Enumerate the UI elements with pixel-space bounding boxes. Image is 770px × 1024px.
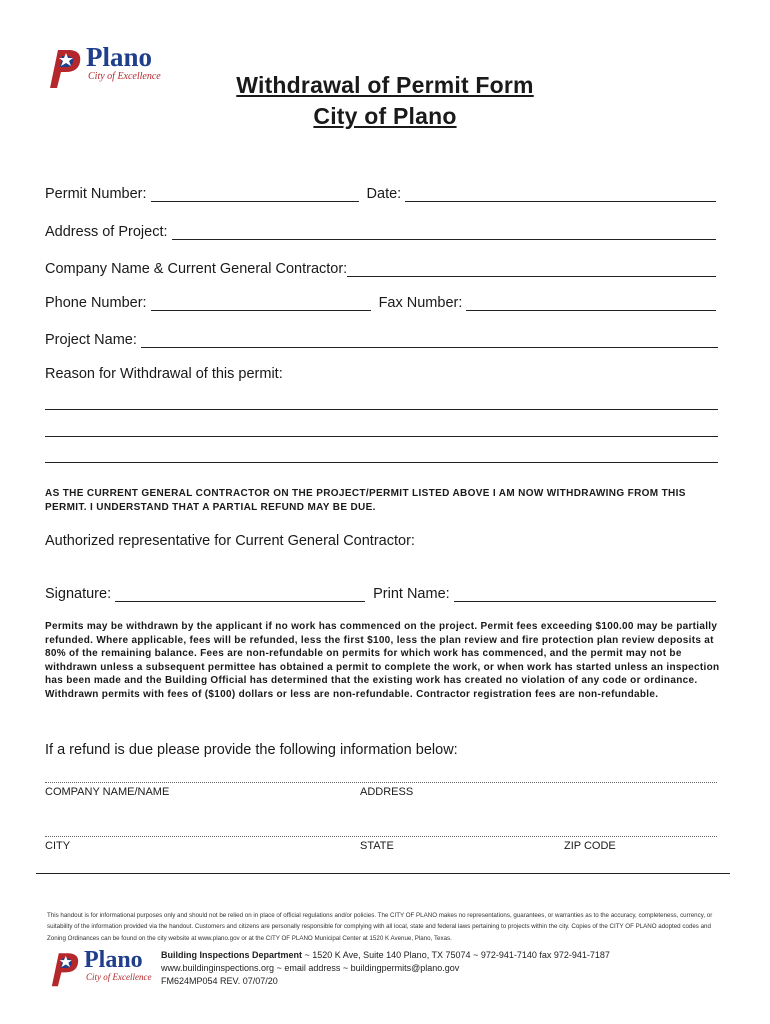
- refund-heading: If a refund is due please provide the following information below:: [45, 742, 458, 758]
- signature-label: Signature:: [45, 586, 112, 602]
- phone-field[interactable]: [151, 296, 371, 311]
- project-name-row: [45, 332, 718, 348]
- footer-logo-tagline: City of Excellence: [86, 972, 152, 982]
- permit-number-field[interactable]: [151, 187, 359, 202]
- signature-row: [45, 586, 716, 602]
- zip-caption: ZIP CODE: [564, 840, 616, 852]
- reason-line-3[interactable]: [45, 462, 718, 463]
- disclaimer-text: This handout is for informational purposes only and should not be relied on in place of official regulations and/or policies. The CITY OF PLANO makes no representations, guarantees, or warranties as to the accuracy, completeness, currency, or suitability of the information provided via the handout. Customers and citizens are personally responsible for complying with all local, state and federal laws pertaining to projects within the city. Copies of the CITY OF PLANO adopted codes and Zoning Ordinances can be found on the city website at www.plano.gov or at the CITY OF PLANO Municipal Center at 1520 K Avenue, Plano, Texas.: [47, 912, 713, 942]
- permit-number-label: Permit Number:: [45, 186, 147, 202]
- refund-line-2[interactable]: [45, 836, 717, 837]
- authorized-rep-label: Authorized representative for Current General Contractor:: [45, 533, 415, 549]
- phone-fax-row: [45, 295, 716, 311]
- department-name: Building Inspections Department: [161, 950, 303, 960]
- phone-label: Phone Number:: [45, 295, 147, 311]
- logo-word: Plano: [86, 42, 153, 72]
- form-subtitle: City of Plano: [313, 103, 457, 129]
- company-row: [45, 261, 716, 277]
- fax-field[interactable]: [466, 296, 716, 311]
- signature-field[interactable]: [115, 587, 365, 602]
- company-label: Company Name & Current General Contractor:: [45, 261, 348, 277]
- fax-label: Fax Number:: [378, 295, 463, 311]
- footer-logo: [46, 948, 151, 988]
- contact-address-line: [161, 949, 610, 962]
- contact-web-line: www.buildinginspections.org ~ email address ~ buildingpermits@plano.gov: [161, 963, 460, 973]
- reason-label: Reason for Withdrawal of this permit:: [45, 366, 283, 382]
- footer-divider: [36, 873, 730, 874]
- department-address: ~ 1520 K Ave, Suite 140 Plano, TX 75074 ~ 972-941-7140 fax 972-941-7187: [302, 950, 610, 960]
- address-field[interactable]: [172, 225, 717, 240]
- refund-heading-row: [45, 742, 716, 758]
- reason-row: [45, 366, 716, 382]
- refund-line-1[interactable]: [45, 782, 717, 783]
- print-name-label: Print Name:: [373, 586, 450, 602]
- logo-tagline: City of Excellence: [88, 71, 161, 82]
- form-id: FM624MP054 REV. 07/07/20: [161, 976, 278, 986]
- address-label: Address of Project:: [45, 224, 168, 240]
- date-field[interactable]: [405, 187, 716, 202]
- address-row: [45, 224, 716, 240]
- footer-logo-word: Plano: [84, 947, 143, 973]
- contact-block: [161, 949, 610, 988]
- company-name-caption: COMPANY NAME/NAME: [45, 786, 170, 798]
- project-name-label: Project Name:: [45, 332, 137, 348]
- project-name-field[interactable]: [141, 333, 718, 348]
- address-caption: ADDRESS: [360, 786, 414, 798]
- city-caption: CITY: [45, 840, 71, 852]
- acknowledgement-text: AS THE CURRENT GENERAL CONTRACTOR ON THE PROJECT/PERMIT LISTED ABOVE I AM NOW WITHDRAWING FROM THIS PERMIT. I UNDERSTAND THAT A PARTIAL REFUND MAY BE DUE.: [45, 488, 686, 513]
- reason-line-1[interactable]: [45, 409, 718, 410]
- reason-line-2[interactable]: [45, 436, 718, 437]
- refund-policy-text: Permits may be withdrawn by the applicant if no work has commenced on the project. Permit fees exceeding $100.00 may be partially refunded. Where applicable, fees will be refunded, less the first $100, less the plan review and fire protection plan review deposits at 80% of the remaining balance. Fees are non-refundable on permits for which work has commenced, and the permit may not be withdrawn unless a subsequent permittee has obtained a permit to complete the work, or when work has started unless an inspection has been made and the Building Official has determined that the existing work has created no violation of any code or ordinance. Withdrawn permits with fees of ($100) dollars or less are non-refundable. Contractor registration fees are non-refundable.: [45, 621, 720, 700]
- authorized-rep-row: [45, 533, 716, 549]
- company-field[interactable]: [347, 262, 716, 277]
- state-caption: STATE: [360, 840, 394, 852]
- date-label: Date:: [366, 186, 402, 202]
- form-title: Withdrawal of Permit Form: [236, 72, 534, 98]
- permit-date-row: [45, 186, 716, 202]
- plano-star-icon: [46, 948, 82, 988]
- print-name-field[interactable]: [454, 587, 716, 602]
